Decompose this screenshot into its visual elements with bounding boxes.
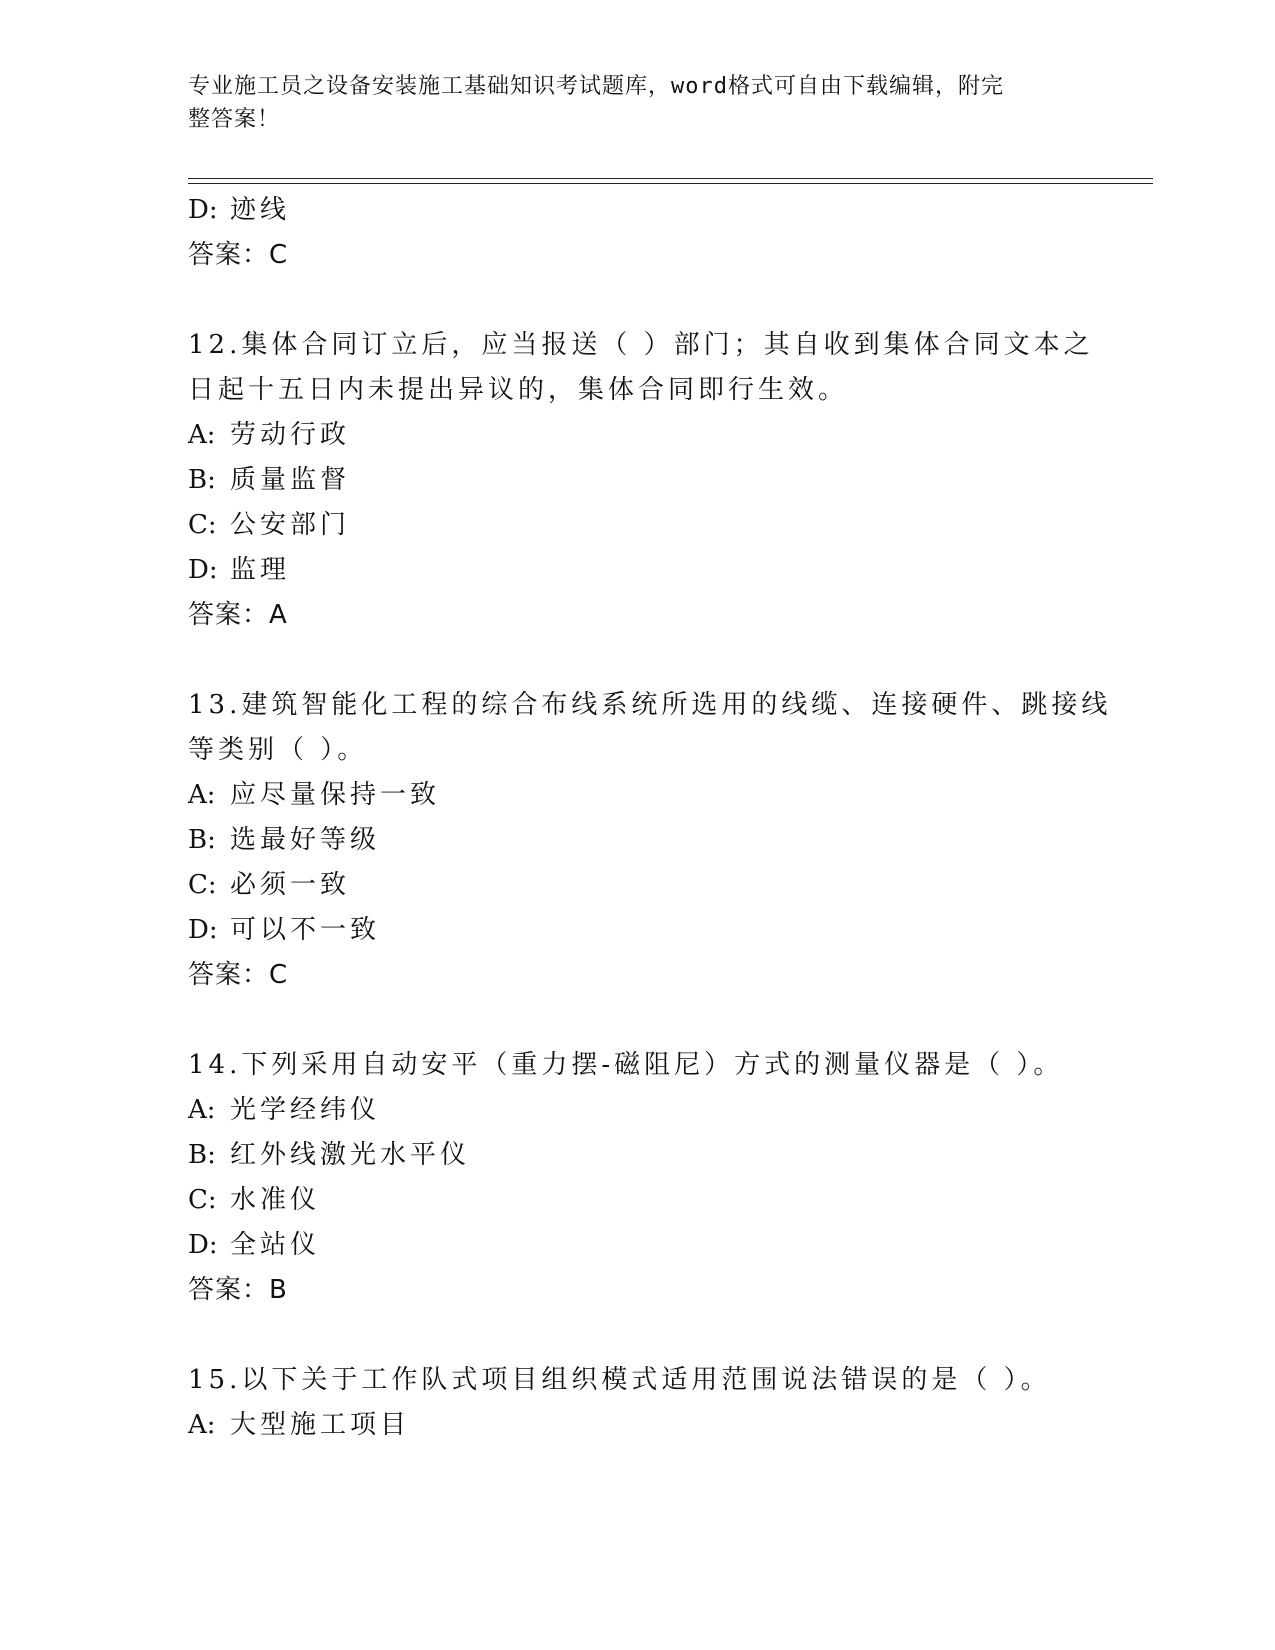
header-divider-top (188, 178, 1153, 179)
option-text: 迹线 (230, 195, 291, 225)
option-text: 质量监督 (230, 465, 351, 495)
option-b (188, 1133, 1088, 1178)
option-b (188, 818, 1088, 863)
question-stem-13: 13.建筑智能化工程的综合布线系统所选用的线缆、连接硬件、跳接线 (188, 690, 1112, 720)
spacer (188, 278, 1088, 323)
option-c (188, 503, 1088, 548)
option-label: A: (188, 420, 216, 450)
answer-label: 答案： (188, 240, 270, 270)
option-label: D: (188, 195, 218, 225)
option-c (188, 1178, 1088, 1223)
option-d (188, 908, 1088, 953)
option-label: C: (188, 1185, 217, 1215)
answer-value: C (269, 240, 289, 270)
option-label: A: (188, 1410, 216, 1440)
answer-label: 答案： (188, 1275, 270, 1305)
option-label: C: (188, 870, 217, 900)
header-line-1: 专业施工员之设备安装施工基础知识考试题库，word格式可自由下载编辑，附完 (188, 74, 1004, 99)
option-c (188, 863, 1088, 908)
option-text: 应尽量保持一致 (230, 780, 441, 810)
option-text: 监理 (230, 555, 291, 585)
spacer (188, 638, 1088, 683)
question-stem-12: 12.集体合同订立后，应当报送（ ）部门；其自收到集体合同文本之 (188, 330, 1094, 360)
answer-value: A (269, 600, 288, 630)
spacer (188, 1313, 1088, 1358)
option-text: 劳动行政 (230, 420, 351, 450)
option-label: D: (188, 1230, 218, 1260)
option-a (188, 1088, 1088, 1133)
option-label: B: (188, 1140, 216, 1170)
option-text: 全站仪 (230, 1230, 321, 1260)
option-text: 选最好等级 (230, 825, 381, 855)
option-text: 红外线激光水平仪 (230, 1140, 471, 1170)
document-body (188, 188, 1112, 1448)
option-label: A: (188, 1095, 216, 1125)
option-b (188, 458, 1088, 503)
answer-value: B (269, 1275, 288, 1305)
answer-label: 答案： (188, 960, 270, 990)
page-header (188, 70, 1068, 136)
answer-line (188, 1268, 1088, 1313)
option-d (188, 188, 1088, 233)
option-text: 可以不一致 (230, 915, 381, 945)
answer-line (188, 593, 1088, 638)
option-text: 光学经纬仪 (230, 1095, 381, 1125)
question-stem-12-cont: 日起十五日内未提出异议的，集体合同即行生效。 (188, 375, 849, 405)
question-stem-15: 15.以下关于工作队式项目组织模式适用范围说法错误的是（ ）。 (188, 1365, 1051, 1395)
option-text: 公安部门 (230, 510, 351, 540)
option-label: C: (188, 510, 217, 540)
answer-label: 答案： (188, 600, 270, 630)
question-stem-13-cont: 等类别（ ）。 (188, 735, 368, 765)
option-label: D: (188, 555, 218, 585)
answer-line (188, 953, 1088, 998)
option-text: 大型施工项目 (230, 1410, 411, 1440)
option-label: B: (188, 465, 216, 495)
answer-value: C (269, 960, 289, 990)
header-line-2: 整答案！ (188, 107, 281, 132)
option-label: D: (188, 915, 218, 945)
answer-line (188, 233, 1088, 278)
header-divider-bottom (188, 183, 1153, 184)
option-a (188, 413, 1088, 458)
option-a (188, 773, 1088, 818)
option-d (188, 1223, 1088, 1268)
question-stem-14: 14.下列采用自动安平（重力摆-磁阻尼）方式的测量仪器是（ ）。 (188, 1050, 1064, 1080)
option-d (188, 548, 1088, 593)
spacer (188, 998, 1088, 1043)
option-text: 必须一致 (230, 870, 351, 900)
option-a (188, 1403, 1088, 1448)
option-label: B: (188, 825, 216, 855)
option-text: 水准仪 (230, 1185, 321, 1215)
option-label: A: (188, 780, 216, 810)
